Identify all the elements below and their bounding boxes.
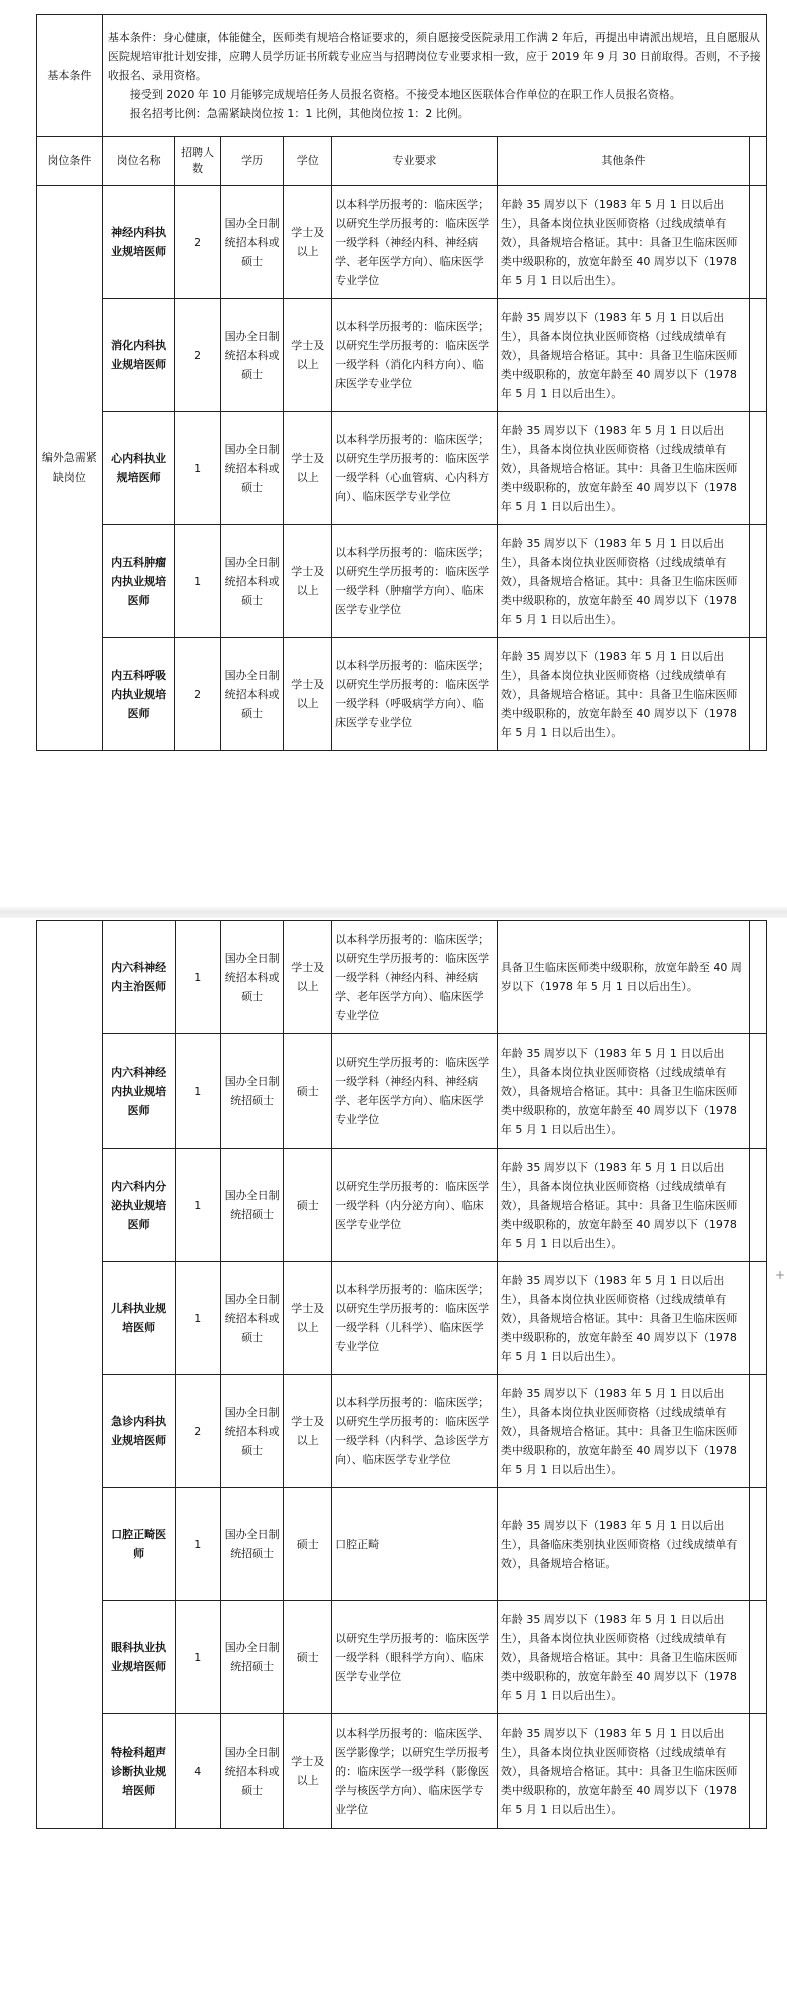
education-cell: 国办全日制统招本科或硕士	[220, 412, 284, 525]
basic-conditions-label: 基本条件	[37, 15, 103, 137]
extra-col-cell	[749, 1714, 766, 1829]
major-cell: 以本科学历报考的：临床医学；以研究生学历报考的：临床医学一级学科（心血管病、心内科方向）、临床医学专业学位	[332, 412, 498, 525]
header-other: 其他条件	[497, 137, 749, 186]
category-cell: 编外急需紧缺岗位	[37, 186, 103, 751]
table-row	[37, 1488, 767, 1601]
extra-col-cell	[749, 1375, 766, 1488]
extra-col-cell	[749, 525, 766, 638]
other-conditions-cell: 年龄 35 周岁以下（1983 年 5 月 1 日以后出生），具备本岗位执业医师资格（过线成绩单有效），具备规培合格证。其中：具备卫生临床医师类中级职称的，放宽年龄至 40 周岁以下（1978 年 5 月 1 日以后出生）。	[497, 1034, 749, 1149]
major-cell: 以本科学历报考的：临床医学；以研究生学历报考的：临床医学一级学科（呼吸病学方向）、临床医学专业学位	[332, 638, 498, 751]
extra-col-cell	[749, 299, 766, 412]
degree-cell: 学士及以上	[284, 299, 332, 412]
position-name: 眼科执业执业规培医师	[102, 1601, 175, 1714]
major-cell: 以本科学历报考的：临床医学；以研究生学历报考的：临床医学一级学科（神经内科、神经病学、老年医学方向）、临床医学专业学位	[332, 921, 498, 1034]
table-header-row	[37, 137, 767, 186]
header-count: 招聘人数	[175, 137, 220, 186]
table-row	[37, 1375, 767, 1488]
major-cell: 以本科学历报考的：临床医学；以研究生学历报考的：临床医学一级学科（消化内科方向）、临床医学专业学位	[332, 299, 498, 412]
major-cell: 以本科学历报考的：临床医学；以研究生学历报考的：临床医学一级学科（儿科学）、临床医学专业学位	[332, 1262, 498, 1375]
other-conditions-cell: 年龄 35 周岁以下（1983 年 5 月 1 日以后出生），具备本岗位执业医师资格（过线成绩单有效），具备规培合格证。其中：具备卫生临床医师类中级职称的，放宽年龄至 40 周岁以下（1978 年 5 月 1 日以后出生）。	[497, 1262, 749, 1375]
category-cell	[37, 921, 103, 1829]
major-cell: 以本科学历报考的：临床医学；以研究生学历报考的：临床医学一级学科（内科学、急诊医学方向）、临床医学专业学位	[332, 1375, 498, 1488]
position-name: 口腔正畸医师	[102, 1488, 175, 1601]
degree-cell: 学士及以上	[284, 1714, 332, 1829]
table-row	[37, 1149, 767, 1262]
header-degree: 学位	[284, 137, 332, 186]
recruit-count: 1	[175, 1262, 220, 1375]
other-conditions-cell: 年龄 35 周岁以下（1983 年 5 月 1 日以后出生），具备本岗位执业医师资格（过线成绩单有效），具备规培合格证。其中：具备卫生临床医师类中级职称的，放宽年龄至 40 周岁以下（1978 年 5 月 1 日以后出生）。	[497, 638, 749, 751]
degree-cell: 学士及以上	[284, 525, 332, 638]
header-extra-col	[749, 137, 766, 186]
extra-col-cell	[749, 638, 766, 751]
basic-conditions-text	[102, 15, 766, 137]
basic-para-1: 基本条件：身心健康，体能健全，医师类有规培合格证要求的，须自愿接受医院录用工作满 2 年后，再提出申请派出规培，且自愿服从医院规培审批计划安排，应聘人员学历证书所载专业应当与招聘岗位专业要求相一致，应于 2019 年 9 月 30 日前取得。否则，不予接收报名、录用资格。	[107, 31, 761, 82]
other-conditions-cell: 年龄 35 周岁以下（1983 年 5 月 1 日以后出生），具备本岗位执业医师资格（过线成绩单有效），具备规培合格证。其中：具备卫生临床医师类中级职称的，放宽年龄至 40 周岁以下（1978 年 5 月 1 日以后出生）。	[497, 186, 749, 299]
position-name: 心内科执业规培医师	[102, 412, 175, 525]
table-row	[37, 525, 767, 638]
education-cell: 国办全日制统招本科或硕士	[220, 638, 284, 751]
recruit-count: 4	[175, 1714, 220, 1829]
education-cell: 国办全日制统招本科或硕士	[220, 1262, 284, 1375]
other-conditions-cell: 具备卫生临床医师类中级职称，放宽年龄至 40 周岁以下（1978 年 5 月 1 日以后出生）。	[497, 921, 749, 1034]
table-row	[37, 638, 767, 751]
position-name: 内六科内分泌执业规培医师	[102, 1149, 175, 1262]
recruit-count: 2	[175, 186, 220, 299]
table-row	[37, 921, 767, 1034]
recruit-count: 2	[175, 638, 220, 751]
recruit-count: 1	[175, 1488, 220, 1601]
header-position: 岗位名称	[102, 137, 175, 186]
other-conditions-cell: 年龄 35 周岁以下（1983 年 5 月 1 日以后出生），具备本岗位执业医师资格（过线成绩单有效），具备规培合格证。其中：具备卫生临床医师类中级职称的，放宽年龄至 40 周岁以下（1978 年 5 月 1 日以后出生）。	[497, 1149, 749, 1262]
other-conditions-cell: 年龄 35 周岁以下（1983 年 5 月 1 日以后出生），具备临床类别执业医师资格（过线成绩单有效），具备规培合格证。	[497, 1488, 749, 1601]
header-category: 岗位条件	[37, 137, 103, 186]
degree-cell: 学士及以上	[284, 412, 332, 525]
extra-col-cell	[749, 1262, 766, 1375]
degree-cell: 学士及以上	[284, 186, 332, 299]
degree-cell: 学士及以上	[284, 1375, 332, 1488]
major-cell: 以本科学历报考的：临床医学；以研究生学历报考的：临床医学一级学科（神经内科、神经病学、老年医学方向）、临床医学专业学位	[332, 186, 498, 299]
other-conditions-cell: 年龄 35 周岁以下（1983 年 5 月 1 日以后出生），具备本岗位执业医师资格（过线成绩单有效），具备规培合格证。其中：具备卫生临床医师类中级职称的，放宽年龄至 40 周岁以下（1978 年 5 月 1 日以后出生）。	[497, 299, 749, 412]
recruit-count: 1	[175, 921, 220, 1034]
other-conditions-cell: 年龄 35 周岁以下（1983 年 5 月 1 日以后出生），具备本岗位执业医师资格（过线成绩单有效），具备规培合格证。其中：具备卫生临床医师类中级职称的，放宽年龄至 40 周岁以下（1978 年 5 月 1 日以后出生）。	[497, 412, 749, 525]
education-cell: 国办全日制统招本科或硕士	[220, 921, 284, 1034]
major-cell: 以本科学历报考的：临床医学；以研究生学历报考的：临床医学一级学科（肿瘤学方向）、临床医学专业学位	[332, 525, 498, 638]
education-cell: 国办全日制统招本科或硕士	[220, 186, 284, 299]
table-row	[37, 1262, 767, 1375]
extra-col-cell	[749, 1034, 766, 1149]
recruit-count: 2	[175, 1375, 220, 1488]
recruit-count: 1	[175, 525, 220, 638]
table-row	[37, 1601, 767, 1714]
other-conditions-cell: 年龄 35 周岁以下（1983 年 5 月 1 日以后出生），具备本岗位执业医师资格（过线成绩单有效），具备规培合格证。其中：具备卫生临床医师类中级职称的，放宽年龄至 40 周岁以下（1978 年 5 月 1 日以后出生）。	[497, 1714, 749, 1829]
major-cell: 以研究生学历报考的：临床医学一级学科（内分泌方向）、临床医学专业学位	[332, 1149, 498, 1262]
header-major: 专业要求	[332, 137, 498, 186]
recruit-count: 1	[175, 1149, 220, 1262]
recruitment-table-page-1	[36, 14, 767, 751]
major-cell: 以研究生学历报考的：临床医学一级学科（眼科学方向）、临床医学专业学位	[332, 1601, 498, 1714]
major-cell: 口腔正畸	[332, 1488, 498, 1601]
degree-cell: 硕士	[284, 1601, 332, 1714]
extra-col-cell	[749, 1601, 766, 1714]
page-2	[36, 920, 767, 1829]
extra-col-cell	[749, 1488, 766, 1601]
position-name: 内五科呼吸内执业规培医师	[102, 638, 175, 751]
table-row	[37, 1034, 767, 1149]
recruit-count: 1	[175, 1034, 220, 1149]
plus-icon[interactable]: +	[775, 1268, 786, 1282]
table-row	[37, 1714, 767, 1829]
position-name: 内六科神经内执业规培医师	[102, 1034, 175, 1149]
position-name: 内六科神经内主治医师	[102, 921, 175, 1034]
degree-cell: 硕士	[284, 1149, 332, 1262]
extra-col-cell	[749, 921, 766, 1034]
recruit-count: 1	[175, 1601, 220, 1714]
other-conditions-cell: 年龄 35 周岁以下（1983 年 5 月 1 日以后出生），具备本岗位执业医师资格（过线成绩单有效），具备规培合格证。其中：具备卫生临床医师类中级职称的，放宽年龄至 40 周岁以下（1978 年 5 月 1 日以后出生）。	[497, 525, 749, 638]
degree-cell: 学士及以上	[284, 1262, 332, 1375]
page-1	[36, 14, 767, 751]
education-cell: 国办全日制统招硕士	[220, 1488, 284, 1601]
basic-para-3: 报名招考比例：急需紧缺岗位按 1：1 比例，其他岗位按 1：2 比例。	[129, 107, 469, 120]
table-row	[37, 186, 767, 299]
position-name: 急诊内科执业规培医师	[102, 1375, 175, 1488]
recruit-count: 1	[175, 412, 220, 525]
education-cell: 国办全日制统招硕士	[220, 1149, 284, 1262]
table-row	[37, 299, 767, 412]
education-cell: 国办全日制统招本科或硕士	[220, 1714, 284, 1829]
position-name: 神经内科执业规培医师	[102, 186, 175, 299]
recruit-count: 2	[175, 299, 220, 412]
position-name: 儿科执业规培医师	[102, 1262, 175, 1375]
education-cell: 国办全日制统招硕士	[220, 1034, 284, 1149]
position-name: 消化内科执业规培医师	[102, 299, 175, 412]
other-conditions-cell: 年龄 35 周岁以下（1983 年 5 月 1 日以后出生），具备本岗位执业医师资格（过线成绩单有效），具备规培合格证。其中：具备卫生临床医师类中级职称的，放宽年龄至 40 周岁以下（1978 年 5 月 1 日以后出生）。	[497, 1375, 749, 1488]
degree-cell: 学士及以上	[284, 921, 332, 1034]
other-conditions-cell: 年龄 35 周岁以下（1983 年 5 月 1 日以后出生），具备本岗位执业医师资格（过线成绩单有效），具备规培合格证。其中：具备卫生临床医师类中级职称的，放宽年龄至 40 周岁以下（1978 年 5 月 1 日以后出生）。	[497, 1601, 749, 1714]
table-row	[37, 412, 767, 525]
education-cell: 国办全日制统招本科或硕士	[220, 299, 284, 412]
major-cell: 以本科学历报考的：临床医学、医学影像学；以研究生学历报考的：临床医学一级学科（影像医学与核医学方向）、临床医学专业学位	[332, 1714, 498, 1829]
position-name: 内五科肿瘤内执业规培医师	[102, 525, 175, 638]
degree-cell: 学士及以上	[284, 638, 332, 751]
education-cell: 国办全日制统招本科或硕士	[220, 1375, 284, 1488]
major-cell: 以研究生学历报考的：临床医学一级学科（神经内科、神经病学、老年医学方向）、临床医学专业学位	[332, 1034, 498, 1149]
degree-cell: 硕士	[284, 1488, 332, 1601]
position-name: 特检科超声诊断执业规培医师	[102, 1714, 175, 1829]
page-break	[0, 906, 787, 918]
extra-col-cell	[749, 186, 766, 299]
extra-col-cell	[749, 412, 766, 525]
recruitment-table-page-2	[36, 920, 767, 1829]
degree-cell: 硕士	[284, 1034, 332, 1149]
education-cell: 国办全日制统招本科或硕士	[220, 525, 284, 638]
basic-para-2: 接受到 2020 年 10 月能够完成规培任务人员报名资格。不接受本地区医联体合作单位的在职工作人员报名资格。	[129, 88, 681, 101]
extra-col-cell	[749, 1149, 766, 1262]
header-education: 学历	[220, 137, 284, 186]
education-cell: 国办全日制统招硕士	[220, 1601, 284, 1714]
basic-conditions-row	[37, 15, 767, 137]
